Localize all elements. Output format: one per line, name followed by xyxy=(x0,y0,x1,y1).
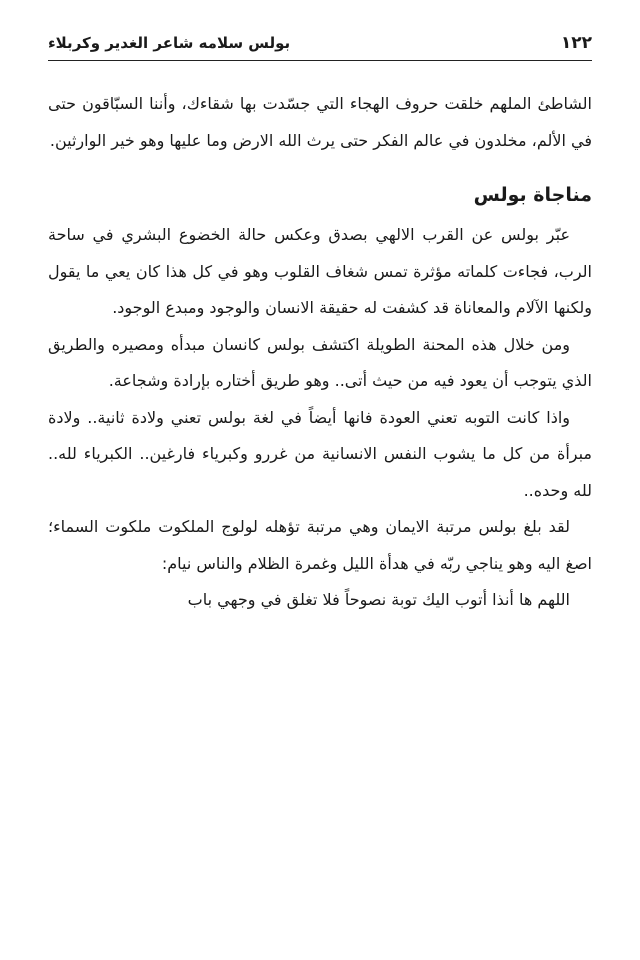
paragraph-4: لقد بلغ بولس مرتبة الايمان وهي مرتبة تؤهله لولوج الملكوت ملكوت السماء؛ اصغ اليه وهو يناجي ربّه في هدأة الليل وغمرة الظلام والناس نيام: xyxy=(48,517,592,573)
body-text xyxy=(48,86,592,619)
section-heading: مناجاة بولس xyxy=(473,184,592,206)
paragraph-3: واذا كانت التوبه تعني العودة فانها أيضاً في لغة بولس تعني ولادة ثانية.. ولادة مبرأة من كل ما يشوب النفس الانسانية من غررو وكبرياء فارغين.. الكبرياء لله.. لله وحده.. xyxy=(48,407,592,500)
page-number: ١٢٢ xyxy=(560,33,592,53)
paragraph-5: اللهم ها أنذا أتوب اليك توبة نصوحاً فلا تغلق في وجهي باب xyxy=(187,590,570,609)
running-title: بولس سلامه شاعر الغدير وكربلاء xyxy=(48,34,291,52)
paragraph-2: ومن خلال هذه المحنة الطويلة اكتشف بولس كانسان مبدأه ومصيره والطريق الذي يتوجب أن يعود فيه من حيث أتى.. وهو طريق أختاره بإرادة وشجاعة. xyxy=(48,334,592,390)
paragraph-1: عبّر بولس عن القرب الالهي بصدق وعكس حالة الخضوع البشري في ساحة الرب، فجاءت كلماته مؤثرة تمس شغاف القلوب وهو في كل هذا كان يعي ما يقول ولكنها الآلام والمعاناة قد كشفت له حقيقة الانسان والوجود ومبدع الوجود. xyxy=(48,225,592,317)
running-header xyxy=(48,30,592,61)
book-page xyxy=(48,0,592,960)
intro-paragraph: الشاطئ الملهم خلقت حروف الهجاء التي جسّدت بها شقاءك، وأننا السبّاقون حتى في الألم، مخلدون في عالم الفكر حتى يرث الله الارض وما عليها وهو خير الوارثين. xyxy=(48,94,592,150)
